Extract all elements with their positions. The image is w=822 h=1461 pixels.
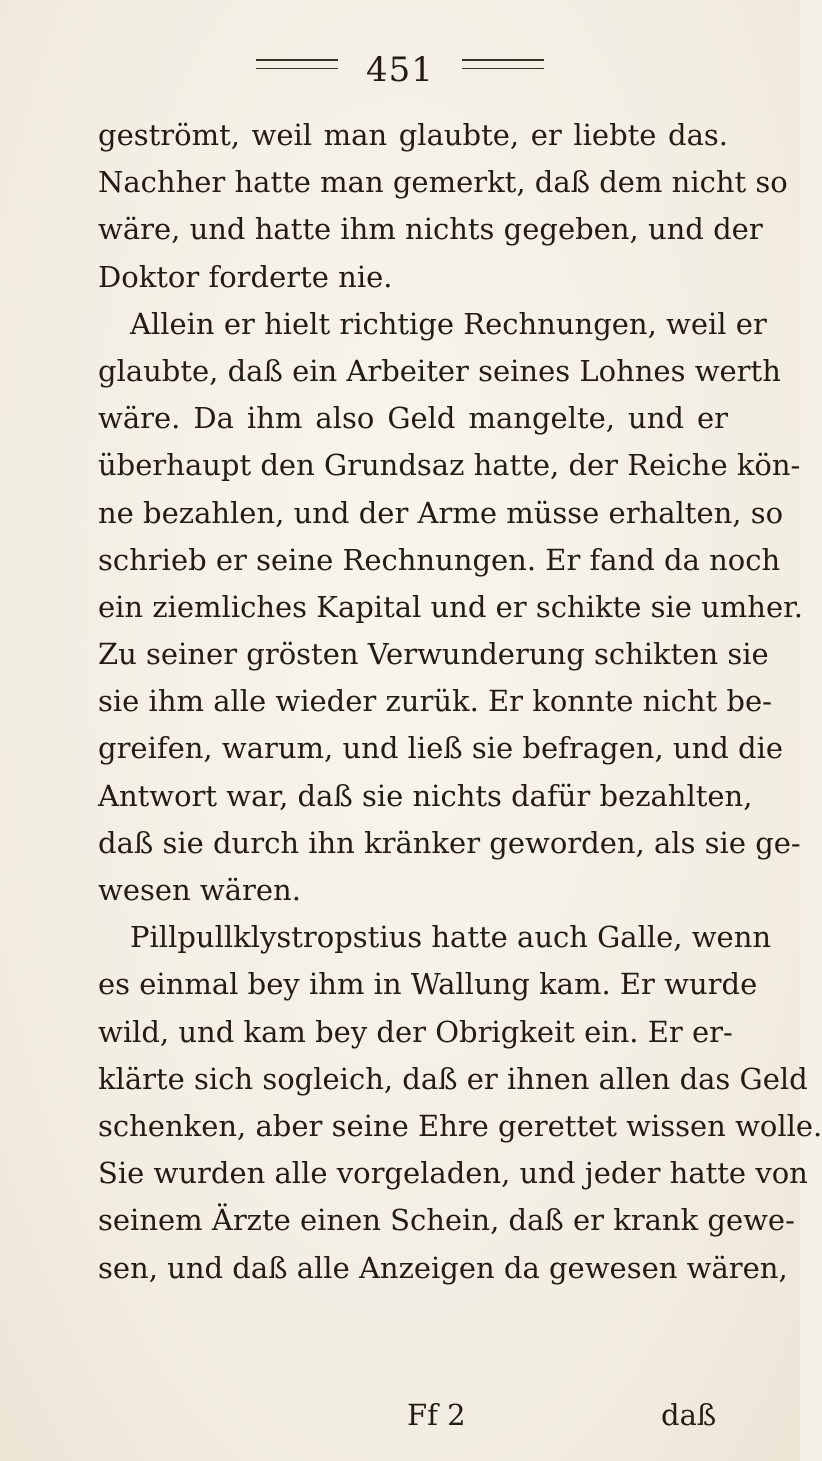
page-header: [0, 48, 800, 98]
text-line: Sie wurden alle vorgeladen, und jeder hatte von: [98, 1156, 808, 1191]
text-line: es einmal bey ihm in Wallung kam. Er wurde: [98, 967, 758, 1002]
text-line: Allein er hielt richtige Rechnungen, weil er: [130, 306, 767, 341]
text-line: ne bezahlen, und der Arme müsse erhalten, so: [98, 495, 784, 530]
text-line: Pillpullklystropstius hatte auch Galle, wenn: [130, 920, 772, 955]
text-line: wesen wären.: [98, 873, 301, 907]
text-line: überhaupt den Grundsaz hatte, der Reiche kön-: [98, 448, 801, 483]
text-line: greifen, warum, und ließ sie befragen, und die: [98, 731, 784, 766]
header-rule-right-top: [462, 59, 544, 61]
header-rule-left-bottom: [256, 68, 338, 69]
text-line: ein ziemliches Kapital und er schikte sie umher.: [98, 589, 804, 624]
text-line: daß sie durch ihn kränker geworden, als sie ge-: [98, 825, 801, 860]
catchword: daß: [661, 1398, 717, 1432]
header-rule-right-bottom: [462, 68, 544, 69]
text-line: Zu seiner grösten Verwunderung schikten sie: [98, 637, 769, 672]
signature-mark: Ff 2: [407, 1398, 466, 1432]
body-text: [98, 112, 822, 1292]
text-line: Doktor forderte nie.: [98, 259, 393, 294]
text-line: glaubte, daß ein Arbeiter seines Lohnes werth: [98, 353, 781, 388]
text-line: sen, und daß alle Anzeigen da gewesen wären,: [98, 1250, 788, 1285]
page-number: 451: [366, 50, 434, 90]
text-line: wild, und kam bey der Obrigkeit ein. Er er-: [98, 1014, 733, 1049]
text-line: geströmt, weil man glaubte, er liebte das.: [98, 118, 728, 152]
text-line: Antwort war, daß sie nichts dafür bezahlten,: [98, 778, 753, 813]
text-line: wäre, und hatte ihm nichts gegeben, und der: [98, 212, 763, 247]
text-line: wäre. Da ihm also Geld mangelte, und er: [98, 401, 728, 436]
text-line: sie ihm alle wieder zurük. Er konnte nicht be-: [98, 684, 772, 719]
text-line: klärte sich sogleich, daß er ihnen allen das Geld: [98, 1061, 808, 1096]
text-line: schenken, aber seine Ehre gerettet wissen wolle.: [98, 1108, 822, 1143]
page-footer: [0, 1393, 800, 1437]
header-rule-left-top: [256, 59, 338, 61]
text-line: schrieb er seine Rechnungen. Er fand da noch: [98, 542, 781, 577]
text-line: Nachher hatte man gemerkt, daß dem nicht so: [98, 165, 788, 200]
text-line: seinem Ärzte einen Schein, daß er krank gewe-: [98, 1203, 795, 1238]
